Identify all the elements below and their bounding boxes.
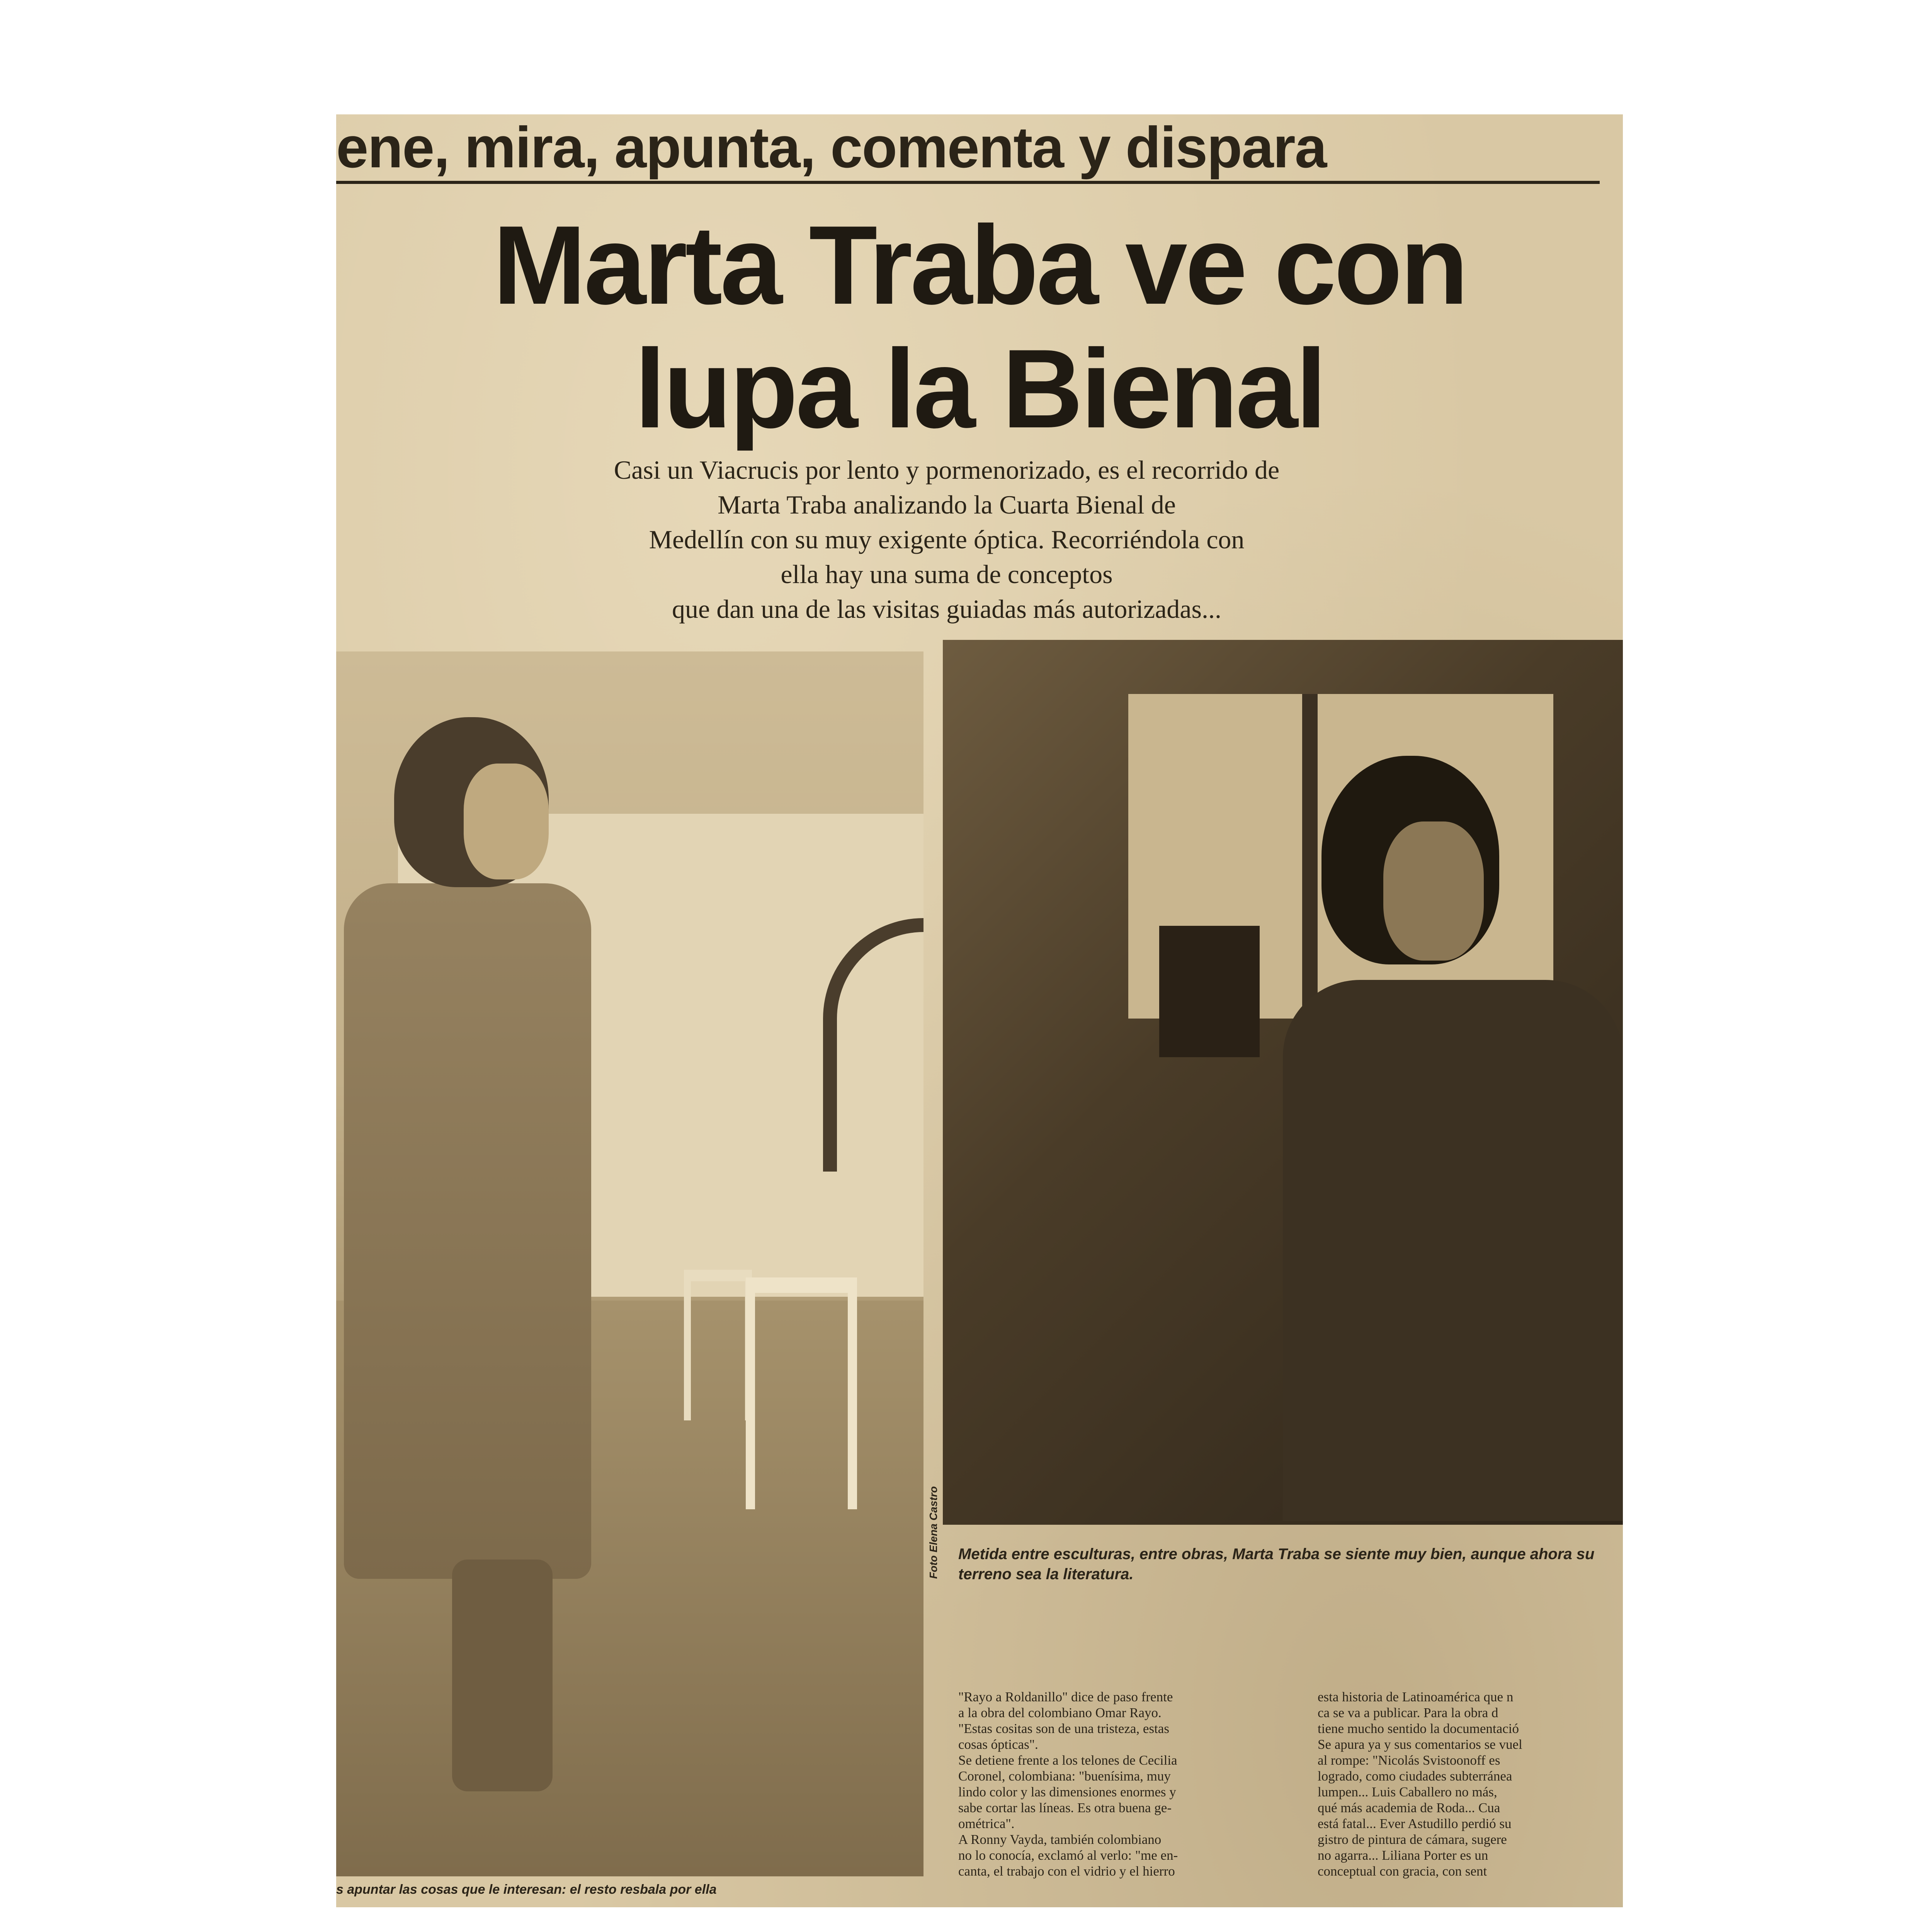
headline-line-2: lupa la Bienal	[634, 326, 1325, 451]
photo-woman-seated	[943, 640, 1623, 1525]
column-line: conceptual con gracia, con sent	[1318, 1864, 1487, 1879]
column-line: al rompe: "Nicolás Svistoonoff es	[1318, 1753, 1500, 1768]
photo-caption-left: s apuntar las cosas que le interesan: el resto resbala por ella	[336, 1882, 717, 1897]
column-line: qué más academia de Roda... Cua	[1318, 1800, 1500, 1815]
column-line: gistro de pintura de cámara, sugere	[1318, 1832, 1507, 1847]
figure-legs	[452, 1560, 553, 1791]
column-line: logrado, como ciudades subterránea	[1318, 1769, 1512, 1784]
column-line: tiene mucho sentido la documentació	[1318, 1721, 1519, 1736]
figure-body	[344, 883, 591, 1579]
column-line: lindo color y las dimensiones enormes y	[958, 1784, 1176, 1799]
deck-line: Medellín con su muy exigente óptica. Recorriéndola con	[649, 525, 1245, 554]
sculpture-block	[1159, 926, 1260, 1057]
column-line: está fatal... Ever Astudillo perdió su	[1318, 1816, 1512, 1831]
headline	[336, 203, 1623, 451]
column-line: A Ronny Vayda, también colombiano	[958, 1832, 1162, 1847]
column-line: canta, el trabajo con el vidrio y el hierro	[958, 1864, 1175, 1879]
column-line: ca se va a publicar. Para la obra d	[1318, 1705, 1498, 1720]
sculpture-stool	[684, 1270, 752, 1420]
photo-credit: Foto Elena Castro	[927, 1486, 939, 1579]
sculpture-stool	[746, 1277, 857, 1509]
headline-line-1: Marta Traba ve con	[493, 202, 1466, 328]
kicker-headline: ene, mira, apunta, comenta y dispara	[336, 115, 1327, 180]
figure-body	[1283, 980, 1623, 1521]
column-line: sabe cortar las líneas. Es otra buena ge-	[958, 1800, 1172, 1815]
column-line: a la obra del colombiano Omar Rayo.	[958, 1705, 1162, 1720]
column-line: lumpen... Luis Caballero no más,	[1318, 1784, 1497, 1799]
column-line: cosas ópticas".	[958, 1737, 1038, 1752]
column-line: "Estas cositas son de una tristeza, estas	[958, 1721, 1169, 1736]
photo-woman-writing	[336, 651, 923, 1876]
newspaper-clipping	[336, 114, 1623, 1907]
kicker-rule	[336, 181, 1600, 184]
figure-face	[1383, 821, 1484, 961]
photo-window-frame	[1302, 694, 1318, 1019]
article-column-1	[958, 1689, 1291, 1879]
column-line: esta historia de Latinoamérica que n	[1318, 1689, 1514, 1704]
deck-line: Casi un Viacrucis por lento y pormenorizado, es el recorrido de	[614, 455, 1280, 485]
column-line: no agarra... Liliana Porter es un	[1318, 1848, 1488, 1863]
deck-line: Marta Traba analizando la Cuarta Bienal de	[718, 490, 1176, 519]
column-line: ométrica".	[958, 1816, 1015, 1831]
column-line: Se apura ya y sus comentarios se vuel	[1318, 1737, 1522, 1752]
deck-line: que dan una de las visitas guiadas más autorizadas...	[672, 594, 1221, 624]
deck-line: ella hay una suma de conceptos	[781, 560, 1113, 589]
deck-text	[483, 452, 1410, 626]
article-column-2	[1318, 1689, 1623, 1879]
column-line: no lo conocía, exclamó al verlo: "me en-	[958, 1848, 1178, 1863]
column-line: Coronel, colombiana: "buenísima, muy	[958, 1769, 1171, 1784]
column-line: "Rayo a Roldanillo" dice de paso frente	[958, 1689, 1173, 1704]
figure-face	[464, 764, 549, 879]
column-line: Se detiene frente a los telones de Cecilia	[958, 1753, 1177, 1768]
photo-caption-right: Metida entre esculturas, entre obras, Marta Traba se siente muy bien, aunque ahora su terreno sea la literatura.	[958, 1546, 1595, 1583]
